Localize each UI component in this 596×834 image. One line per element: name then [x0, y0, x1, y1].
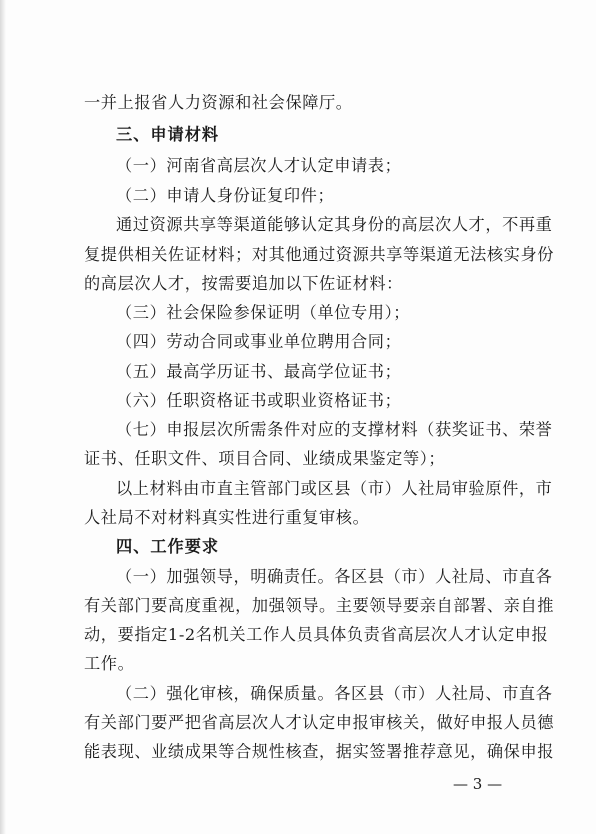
list-item: （三）社会保险参保证明（单位专用）；: [116, 303, 411, 322]
body-line: 有关部门要高度重视，加强领导。主要领导要亲自部署、亲自推: [84, 596, 555, 615]
body-line: 一并上报省人力资源和社会保障厅。: [84, 93, 353, 112]
body-line: 能表现、业绩成果等合规性核查，据实签署推荐意见，确保申报: [84, 742, 555, 761]
list-item: （四）劳动合同或事业单位聘用合同；: [116, 332, 402, 351]
body-line: 通过资源共享等渠道能够认定其身份的高层次人才，不再重: [116, 215, 553, 234]
body-line: 复提供相关佐证材料；对其他通过资源共享等渠道无法核实身份: [84, 245, 555, 264]
body-line: 证书、任职文件、项目合同、业绩成果鉴定等）；: [84, 449, 446, 468]
section-heading: 三、申请材料: [116, 125, 220, 144]
body-line: 有关部门要严把省高层次人才认定申报审核关，做好申报人员德: [84, 713, 555, 732]
section-heading: 四、工作要求: [116, 537, 220, 556]
body-line: 工作。: [84, 654, 135, 673]
body-line: （一）加强领导，明确责任。各区县（市）人社局、市直各: [116, 567, 553, 586]
body-line: 以上材料由市直主管部门或区县（市）人社局审验原件，市: [116, 479, 553, 498]
body-line: （二）强化审核，确保质量。各区县（市）人社局、市直各: [116, 684, 553, 703]
list-item: （二）申请人身份证复印件；: [116, 186, 335, 205]
list-item: （六）任职资格证书或职业资格证书；: [116, 391, 402, 410]
list-item: （五）最高学历证书、最高学位证书；: [116, 362, 402, 381]
list-item: （一）河南省高层次人才认定申请表；: [116, 156, 402, 175]
page-number: — 3 —: [453, 775, 503, 793]
body-line: 动，要指定1-2名机关工作人员具体负责省高层次人才认定申报: [84, 625, 549, 644]
list-item: （七）申报层次所需条件对应的支撑材料（获奖证书、荣誉: [116, 420, 553, 439]
body-line: 人社局不对材料真实性进行重复审核。: [84, 508, 370, 527]
page-edge-shadow: [0, 0, 6, 834]
body-line: 的高层次人才，按需要追加以下佐证材料：: [84, 274, 403, 293]
